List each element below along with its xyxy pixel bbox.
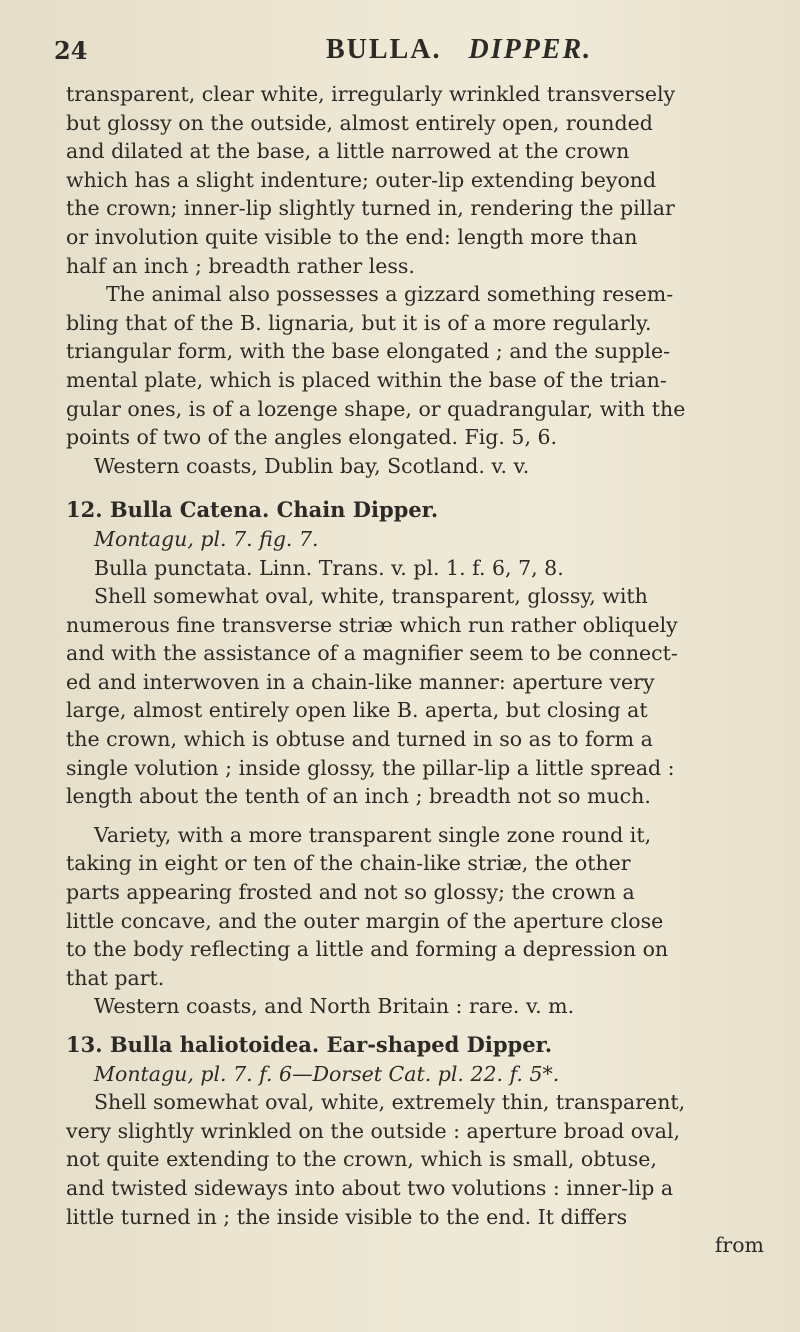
text-line: Shell somewhat oval, white, transparent, glossy, with (94, 584, 648, 609)
text-line: which has a slight indenture; outer-lip extending beyond (66, 167, 657, 192)
text-line: triangular form, with the base elongated ; and the supple- (66, 339, 671, 364)
species-heading-13: 13. Bulla haliotoidea. Ear-shaped Dipper. (66, 1032, 553, 1057)
running-head-genus: BULLA. (326, 34, 442, 65)
text-line: but glossy on the outside, almost entirely open, rounded (66, 110, 653, 135)
text-line: single volution ; inside glossy, the pillar-lip a little spread : (66, 755, 675, 780)
species-heading-12: 12. Bulla Catena. Chain Dipper. (66, 497, 439, 523)
text-line: mental plate, which is placed within the base of the trian- (66, 367, 667, 392)
running-head (326, 34, 592, 66)
text-line: the crown; inner-lip slightly turned in, rendering the pillar (66, 196, 675, 221)
citation-line: Montagu, pl. 7. f. 6—Dorset Cat. pl. 22. f. 5*. (94, 1061, 560, 1086)
text-line: points of two of the angles elongated. Fig. 5, 6. (66, 425, 558, 450)
body-text (66, 80, 764, 1260)
text-line: not quite extending to the crown, which is small, obtuse, (66, 1147, 657, 1172)
text-line: very slightly wrinkled on the outside : aperture broad oval, (66, 1118, 681, 1143)
text-line: to the body reflecting a little and forming a depression on (66, 937, 669, 962)
running-head-common: DIPPER. (468, 34, 593, 65)
text-line: large, almost entirely open like B. aperta, but closing at (66, 698, 648, 723)
text-line: that part. (66, 965, 165, 990)
text-line: taking in eight or ten of the chain-like striæ, the other (66, 851, 631, 876)
text-line: bling that of the B. lignaria, but it is of a more regularly. (66, 310, 652, 335)
text-line: or involution quite visible to the end: length more than (66, 224, 638, 249)
locality-line: Western coasts, and North Britain : rare. v. m. (94, 994, 575, 1019)
text-line: half an inch ; breadth rather less. (66, 253, 415, 278)
text-line: little concave, and the outer margin of the aperture close (66, 908, 664, 933)
text-line: numerous fine transverse striæ which run rather obliquely (66, 612, 678, 637)
text-line: and twisted sideways into about two volutions : inner-lip a (66, 1175, 674, 1200)
locality-line: Western coasts, Dublin bay, Scotland. v. v. (94, 453, 530, 478)
text-line: little turned in ; the inside visible to the end. It differs (66, 1204, 628, 1229)
page-header (54, 30, 764, 80)
text-line: transparent, clear white, irregularly wrinkled transversely (66, 82, 676, 106)
text-line: The animal also possesses a gizzard something resem- (106, 282, 674, 307)
text-line: length about the tenth of an inch ; breadth not so much. (66, 784, 651, 809)
catchword: from (714, 1233, 764, 1258)
page-number: 24 (54, 36, 88, 65)
variety-line: Variety, with a more transparent single zone round it, (94, 822, 652, 847)
text-line: and with the assistance of a magnifier seem to be connect- (66, 641, 678, 666)
text-line: ed and interwoven in a chain-like manner: aperture very (66, 669, 655, 694)
text-line: gular ones, is of a lozenge shape, or quadrangular, with the (66, 396, 686, 421)
text-line: the crown, which is obtuse and turned in so as to form a (66, 727, 653, 752)
text-line: Shell somewhat oval, white, extremely thin, transparent, (94, 1090, 686, 1115)
text-line: parts appearing frosted and not so glossy; the crown a (66, 880, 635, 905)
text-line: and dilated at the base, a little narrowed at the crown (66, 139, 630, 164)
citation-line: Montagu, pl. 7. fig. 7. (94, 526, 319, 551)
synonym-line: Bulla punctata. Linn. Trans. v. pl. 1. f. 6, 7, 8. (94, 555, 564, 580)
